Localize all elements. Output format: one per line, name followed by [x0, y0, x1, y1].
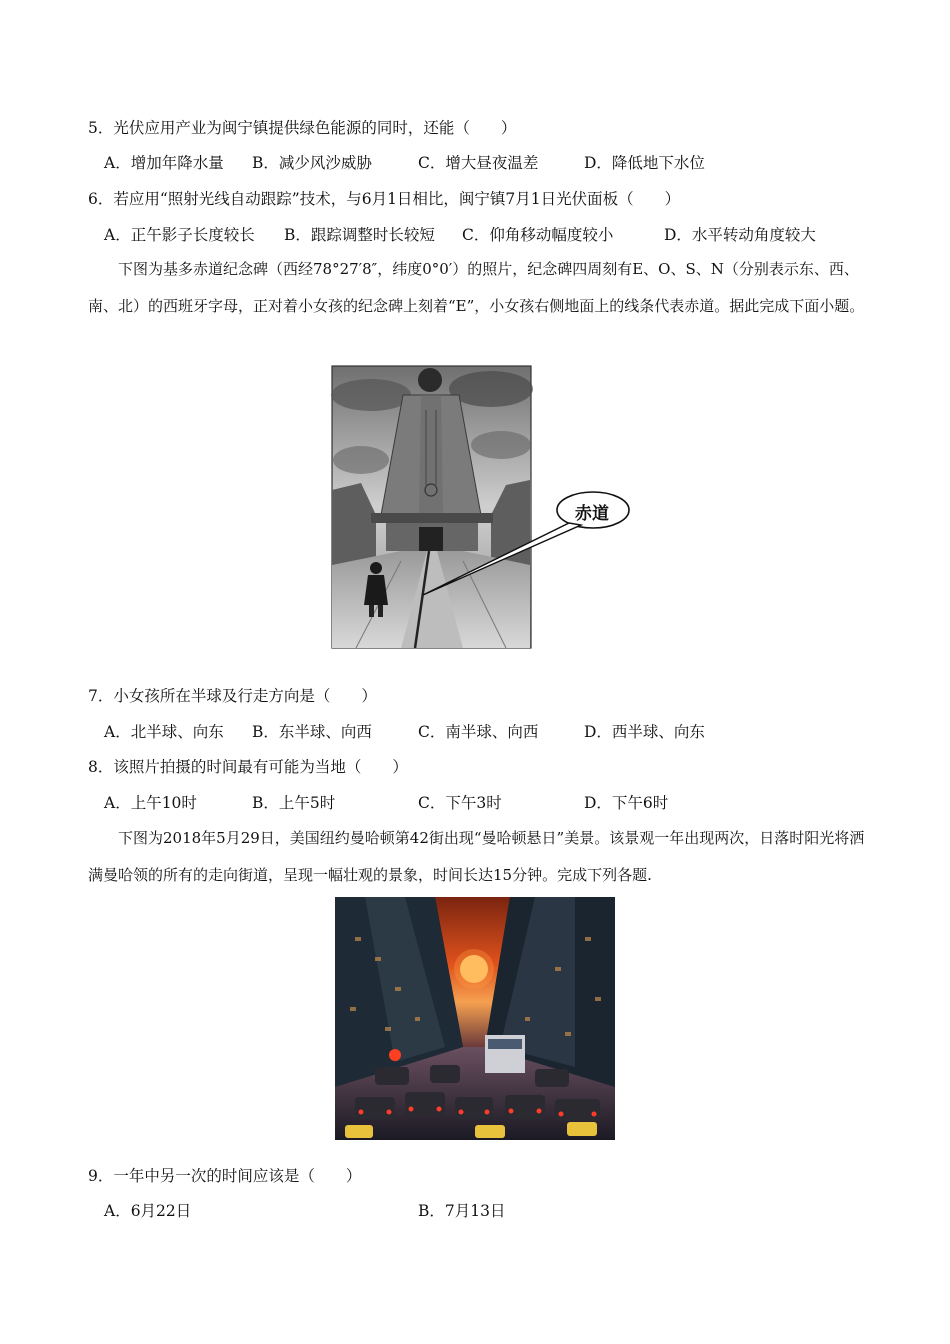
passage-manhattanhenge: 下图为2018年5月29日，美国纽约曼哈顿第42街出现“曼哈顿悬日”美景。该景观一年出现两次，日落时阳光将洒满曼哈领的所有的走向街道，呈现一幅壮观的景象，时间长达15分钟。完成下列各题. — [88, 829, 865, 884]
question-8-stem: 8．该照片拍摄的时间最有可能为当地（ ） — [88, 758, 408, 776]
question-5-option-d: D．降低地下水位 — [584, 154, 705, 172]
question-5-stem: 5．光伏应用产业为闽宁镇提供绿色能源的同时，还能（ ） — [88, 119, 517, 137]
question-7-option-a: A．北半球、向东 — [104, 723, 224, 741]
manhattanhenge-figure — [335, 897, 615, 1140]
question-5-option-b: B．减少风沙威胁 — [252, 154, 372, 172]
equator-callout-label: 赤道 — [575, 504, 609, 524]
question-7-option-c: C．南半球、向西 — [418, 723, 539, 741]
question-5-option-c: C．增大昼夜温差 — [418, 154, 539, 172]
question-7-stem: 7．小女孩所在半球及行走方向是（ ） — [88, 687, 377, 705]
question-8-option-d: D．下午6时 — [584, 794, 669, 812]
question-9-stem: 9．一年中另一次的时间应该是（ ） — [88, 1167, 362, 1185]
question-6-option-d: D．水平转动角度较大 — [664, 226, 816, 244]
question-7-option-b: B．东半球、向西 — [252, 723, 372, 741]
equator-monument-figure — [331, 365, 631, 650]
question-5-option-a: A．增加年降水量 — [104, 154, 224, 172]
question-6-option-a: A．正午影子长度较长 — [104, 226, 255, 244]
question-9-option-a: A．6月22日 — [104, 1202, 192, 1220]
question-7-option-d: D．西半球、向东 — [584, 723, 705, 741]
question-9-option-b: B．7月13日 — [418, 1202, 506, 1220]
question-8-option-b: B．上午5时 — [252, 794, 336, 812]
manhattanhenge-photo — [335, 897, 615, 1140]
question-6-stem: 6．若应用“照射光线自动跟踪”技术，与6月1日相比，闽宁镇7月1日光伏面板（ ） — [88, 190, 681, 208]
passage-equator-monument: 下图为基多赤道纪念碑（西经78°27′8″，纬度0°0′）的照片，纪念碑四周刻有E、O、S、N（分别表示东、西、南、北）的西班牙字母，正对着小女孩的纪念碑上刻着“E”，小女孩右侧地面上的线条代表赤道。据此完成下面小题。 — [88, 260, 865, 315]
question-8-option-c: C．下午3时 — [418, 794, 502, 812]
question-6-option-b: B．跟踪调整时长较短 — [284, 226, 435, 244]
question-8-option-a: A．上午10时 — [104, 794, 197, 812]
question-6-option-c: C．仰角移动幅度较小 — [462, 226, 614, 244]
